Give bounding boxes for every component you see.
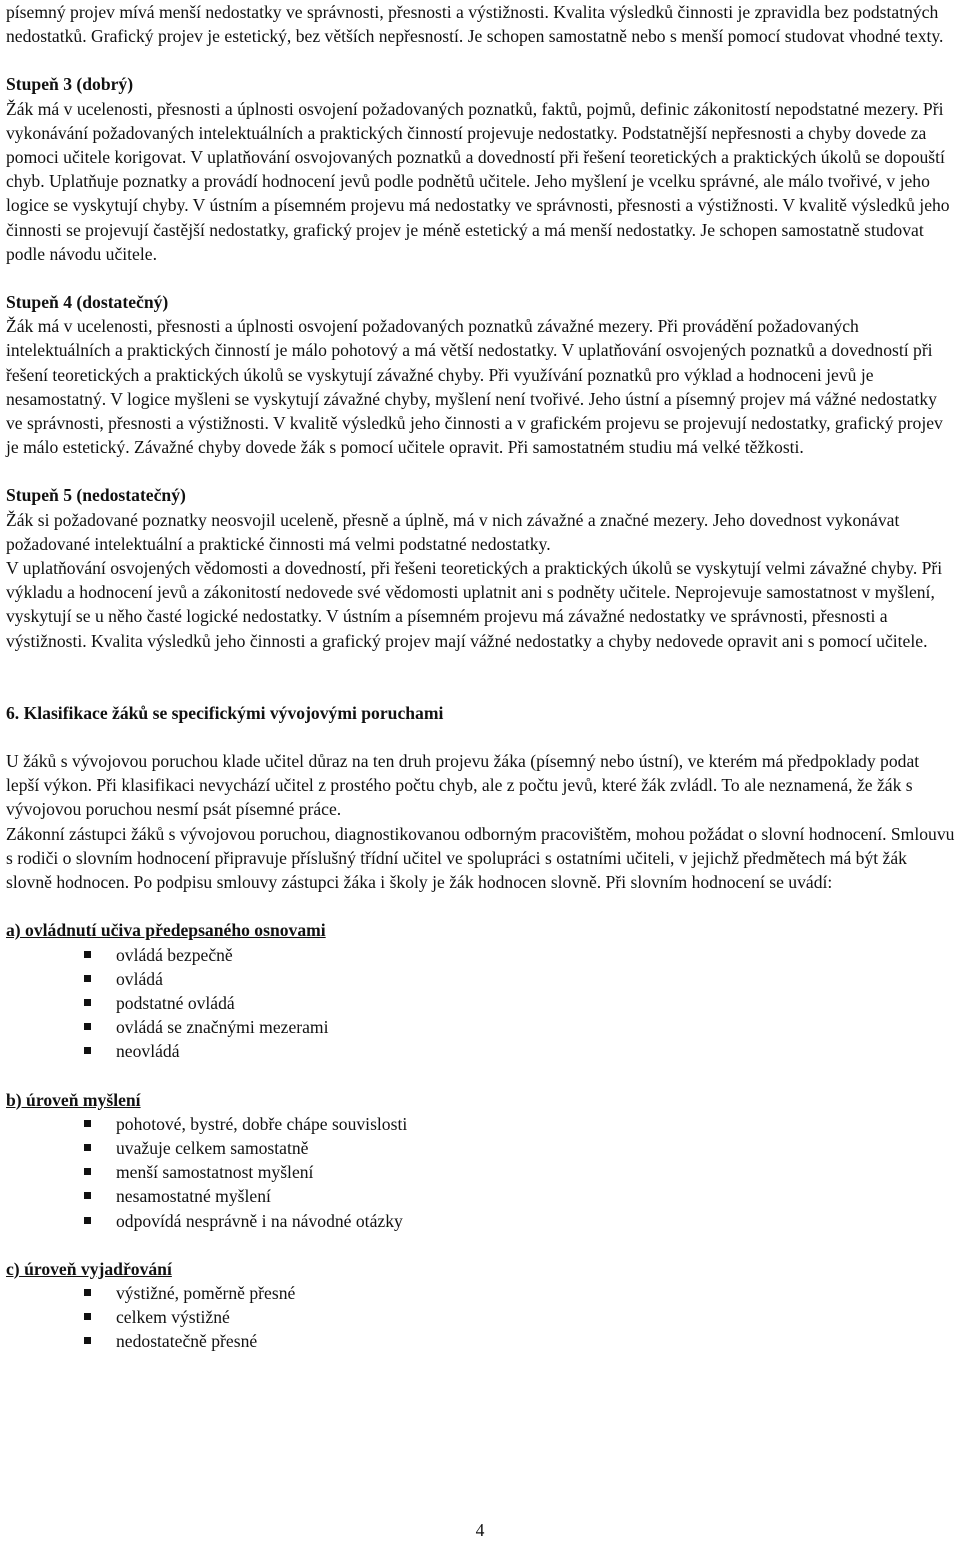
page-number: 4 xyxy=(475,1520,485,1540)
section6-para1: U žáků s vývojovou poruchou klade učitel důraz na ten druh projevu žáka (písemný nebo ústní), ve kterém má předpoklady podat lepší výkon. Při klasifikaci nevychází učitel z prostého počtu chyb, ale z počtu jevů, které žák zvládl. To ale neznamená, že žák s vývojovou poruchou nesmí psát písemné práce. xyxy=(6,751,920,820)
list-item: menší samostatnost myšlení xyxy=(6,1160,956,1184)
stupen5-text1: Žák si požadované poznatky neosvojil uceleně, přesně a úplně, má v nich závažné a značné mezery. Jeho dovednost vykonávat požadované intelektuální a praktické činnosti má velmi podstatné nedostatky. xyxy=(6,509,900,554)
list-item: odpovídá nesprávně i na návodné otázky xyxy=(6,1209,956,1233)
list-c-title: c) úroveň vyjadřování xyxy=(6,1258,172,1279)
list-item: podstatné ovládá xyxy=(6,991,956,1015)
stupen3-text: Žák má v ucelenosti, přesnosti a úplnosti osvojení požadovaných poznatků, faktů, pojmů, definic zákonitostí nepodstatné mezery. Při vykonávání požadovaných intelektuálních a praktických činností projevuje nedostatky. Podstatnější nepřesnosti a chyby dovede za pomoci učitele korigovat. V uplatňování osvojovaných poznatků a dovedností při řešení teoretických a praktických úkolů se dopouští chyb. Uplatňuje poznatky a provádí hodnocení jevů podle podnětů učitele. Jeho myšlení je vcelku správné, ale málo tvořivé, v jeho logice se vyskytují chyby. V ústním a písemném projevu má nedostatky ve správnosti, přesnosti a výstižnosti. V kvalitě výsledků jeho činnosti se projevují častější nedostatky, grafický projev je méně estetický a má menší nedostatky. Je schopen samostatně studovat podle návodu učitele. xyxy=(6,98,950,264)
list-item: pohotové, bystré, dobře chápe souvislosti xyxy=(6,1112,956,1136)
list-item: ovládá bezpečně xyxy=(6,943,956,967)
list-item: nedostatečně přesné xyxy=(6,1329,956,1353)
list-c xyxy=(6,1281,956,1354)
list-item: nesamostatné myšlení xyxy=(6,1184,956,1208)
stupen5-text2: V uplatňování osvojených vědomosti a dovedností, při řešeni teoretických a praktických úkolů se vyskytují velmi závažné chyby. Při výkladu a hodnocení jevů a zákonitostí nedovede své vědomosti uplatnit ani s podněty učitele. Neprojevuje samostatnost v myšlení, vyskytují se u něho časté logické nedostatky. V ústním a písemném projevu má závažné nedostatky ve správnosti, přesnosti a výstižnosti. Kvalita výsledků jeho činnosti a grafický projev mají vážné nedostatky a chyby nedovede opravit ani s pomocí učitele. xyxy=(6,558,943,651)
stupen4-text: Žák má v ucelenosti, přesnosti a úplnosti osvojení požadovaných poznatků závažné mezery. Při provádění požadovaných intelektuálních a praktických činností je málo pohotový a má větší nedostatky. V uplatňování osvojených poznatků a dovedností při řešení teoretických a praktických úkolů se vyskytují závažné chyby. Při využívání poznatků pro výklad a hodnoceni jevů je nesamostatný. V logice myšleni se vyskytují závažné chyby, myšlení není tvořivé. Jeho ústní a písemný projev má vážné nedostatky ve správnosti, přesnosti a výstižnosti. V kvalitě výsledků jeho činnosti a v grafickém projevu se projevují nedostatky, grafický projev je málo estetický. Závažné chyby dovede žák s pomocí učitele opravit. Při samostatném studiu má velké těžkosti. xyxy=(6,316,943,458)
stupen5-title: Stupeň 5 (nedostatečný) xyxy=(6,485,186,506)
list-a xyxy=(6,943,956,1064)
list-a-title: a) ovládnutí učiva předepsaného osnovami xyxy=(6,920,326,941)
list-item: ovládá se značnými mezerami xyxy=(6,1015,956,1039)
list-b-title: b) úroveň myšlení xyxy=(6,1089,141,1110)
document-page xyxy=(6,0,956,1354)
section6-title: 6. Klasifikace žáků se specifickými vývojovými poruchami xyxy=(6,702,444,723)
list-item: ovládá xyxy=(6,967,956,991)
list-item: neovládá xyxy=(6,1039,956,1063)
list-item: uvažuje celkem samostatně xyxy=(6,1136,956,1160)
intro-paragraph: písemný projev mívá menší nedostatky ve správnosti, přesnosti a výstižnosti. Kvalita výsledků činnosti je zpravidla bez podstatných nedostatků. Grafický projev je estetický, bez větších nepřesností. Je schopen samostatně nebo s menší pomocí studovat vhodné texty. xyxy=(6,2,944,47)
list-item: výstižné, poměrně přesné xyxy=(6,1281,956,1305)
section6-para2: Zákonní zástupci žáků s vývojovou poruchou, diagnostikovanou odborným pracovištěm, mohou požádat o slovní hodnocení. Smlouvu s rodiči o slovním hodnocení připravuje příslušný třídní učitel ve spolupráci s ostatními učiteli, v jejichž předmětech má být žák slovně hodnocen. Po podpisu smlouvy zástupci žáka i školy je žák hodnocen slovně. Při slovním hodnocení se uvádí: xyxy=(6,823,955,893)
stupen3-title: Stupeň 3 (dobrý) xyxy=(6,74,134,95)
list-item: celkem výstižné xyxy=(6,1305,956,1329)
list-b xyxy=(6,1112,956,1233)
stupen4-title: Stupeň 4 (dostatečný) xyxy=(6,292,169,313)
